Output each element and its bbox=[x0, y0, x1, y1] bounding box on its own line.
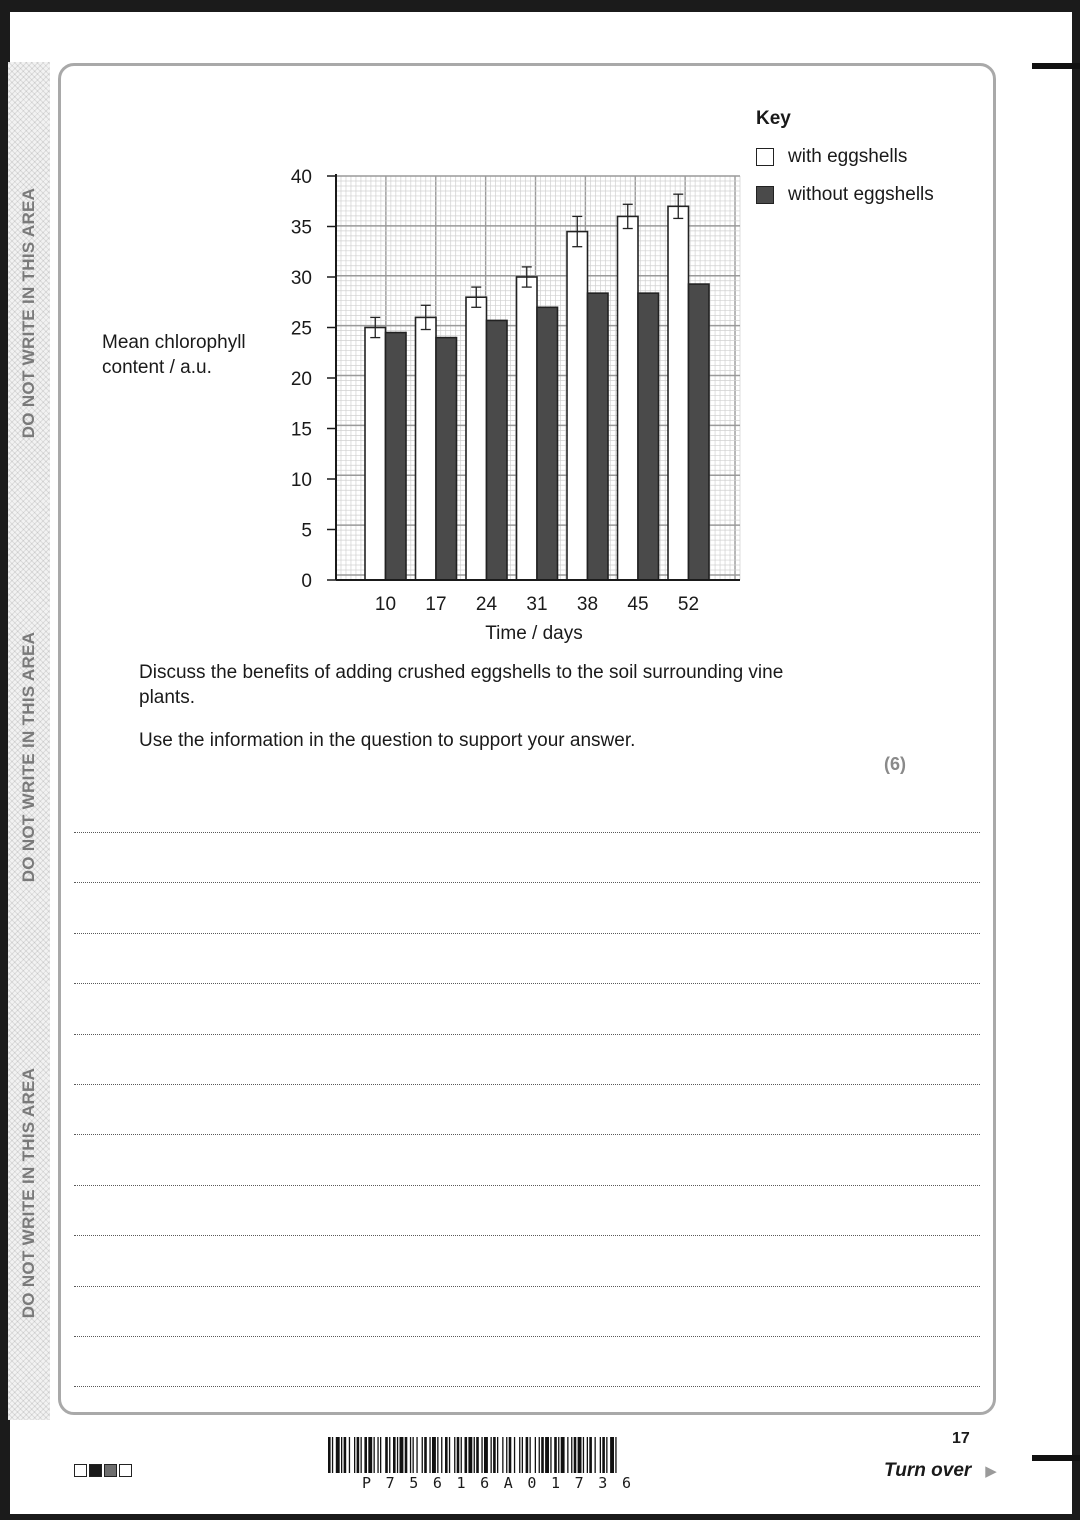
barcode-bar bbox=[457, 1437, 460, 1473]
y-axis-label-line-2: content / a.u. bbox=[102, 357, 212, 378]
key-swatch-white bbox=[756, 148, 774, 166]
bar-without-eggshells bbox=[689, 284, 710, 580]
key-swatch-dark bbox=[756, 186, 774, 204]
barcode-bar bbox=[615, 1437, 616, 1473]
barcode-bar bbox=[484, 1437, 488, 1473]
answer-line[interactable] bbox=[74, 1134, 980, 1135]
bar-with-eggshells bbox=[668, 206, 689, 580]
barcode-bar bbox=[468, 1437, 472, 1473]
barcode-bar bbox=[535, 1437, 536, 1473]
question-paragraph-1: Discuss the benefits of adding crushed eggshells to the soil surrounding vine plants. bbox=[139, 662, 784, 708]
barcode-bar bbox=[530, 1437, 531, 1473]
answer-line[interactable] bbox=[74, 1185, 980, 1186]
x-tick-label: 24 bbox=[475, 594, 498, 615]
barcode-bar bbox=[476, 1437, 479, 1473]
barcode-bar bbox=[336, 1437, 340, 1473]
bar-with-eggshells bbox=[517, 277, 538, 580]
barcode-bar bbox=[526, 1437, 529, 1473]
barcode-bar bbox=[539, 1437, 540, 1473]
barcode-bar bbox=[416, 1437, 417, 1473]
x-tick-label: 38 bbox=[576, 594, 599, 615]
barcode-bar bbox=[410, 1437, 411, 1473]
barcode-bar bbox=[610, 1437, 614, 1473]
answer-line[interactable] bbox=[74, 1386, 980, 1387]
barcode-bar bbox=[567, 1437, 568, 1473]
y-tick-label: 20 bbox=[290, 369, 312, 390]
edge-registration-mark-bottom bbox=[1032, 1455, 1080, 1461]
bar-without-eggshells bbox=[537, 307, 558, 580]
question-paragraph-2: Use the information in the question to support your answer. bbox=[139, 730, 636, 751]
barcode-bar bbox=[328, 1437, 331, 1473]
barcode-bar bbox=[550, 1437, 551, 1473]
barcode-bar bbox=[465, 1437, 468, 1473]
key-label-with-eggshells: with eggshells bbox=[788, 146, 908, 167]
barcode-bar bbox=[368, 1437, 372, 1473]
barcode-bar bbox=[361, 1437, 362, 1473]
barcode-bar bbox=[357, 1437, 360, 1473]
x-axis-title: Time / days bbox=[485, 623, 583, 644]
key-item-with-eggshells bbox=[756, 138, 934, 176]
barcode-bar bbox=[344, 1437, 347, 1473]
x-tick-label: 31 bbox=[526, 594, 548, 615]
bar-without-eggshells bbox=[386, 333, 407, 580]
key-label-without-eggshells: without eggshells bbox=[788, 184, 934, 205]
barcode-bar bbox=[545, 1437, 549, 1473]
barcode-bar bbox=[561, 1437, 565, 1473]
y-tick-label: 25 bbox=[290, 318, 312, 340]
barcode-bar bbox=[502, 1437, 503, 1473]
barcode-bar bbox=[422, 1437, 423, 1473]
answer-line[interactable] bbox=[74, 832, 980, 833]
barcode-bar bbox=[506, 1437, 507, 1473]
barcode-bar bbox=[332, 1437, 333, 1473]
x-tick-label: 17 bbox=[425, 594, 447, 615]
barcode-bar bbox=[397, 1437, 398, 1473]
bar-with-eggshells bbox=[567, 232, 588, 580]
barcode bbox=[322, 1437, 748, 1473]
barcode-bar bbox=[595, 1437, 596, 1473]
bar-without-eggshells bbox=[638, 293, 659, 580]
y-axis-label bbox=[102, 330, 246, 380]
do-not-write-notice-bottom: DO NOT WRITE IN THIS AREA bbox=[19, 1067, 38, 1319]
marks-label: (6) bbox=[884, 754, 906, 774]
barcode-bar bbox=[400, 1437, 404, 1473]
barcode-bar bbox=[385, 1437, 388, 1473]
answer-line[interactable] bbox=[74, 1235, 980, 1236]
barcode-bar bbox=[449, 1437, 450, 1473]
barcode-bar bbox=[578, 1437, 582, 1473]
y-tick-label: 15 bbox=[290, 419, 312, 441]
barcode-bar bbox=[454, 1437, 455, 1473]
right-triangle-icon: ▶ bbox=[985, 1463, 997, 1480]
barcode-bar bbox=[354, 1437, 355, 1473]
y-tick-label: 35 bbox=[290, 217, 312, 239]
bar-chart bbox=[270, 160, 750, 650]
bar-with-eggshells bbox=[618, 216, 639, 580]
x-tick-label: 52 bbox=[677, 594, 700, 615]
y-axis-label-line-1: Mean chlorophyll bbox=[102, 332, 246, 353]
barcode-bar bbox=[497, 1437, 498, 1473]
footer-box-2 bbox=[89, 1464, 102, 1477]
answer-line[interactable] bbox=[74, 1084, 980, 1085]
barcode-bar bbox=[349, 1437, 350, 1473]
footer-box-1 bbox=[74, 1464, 87, 1477]
barcode-bar bbox=[474, 1437, 475, 1473]
barcode-bar bbox=[541, 1437, 544, 1473]
y-tick-label: 30 bbox=[290, 268, 312, 289]
barcode-bar bbox=[589, 1437, 592, 1473]
barcode-bar bbox=[445, 1437, 448, 1473]
answer-line[interactable] bbox=[74, 933, 980, 934]
x-tick-label: 45 bbox=[627, 594, 649, 615]
key-title: Key bbox=[756, 108, 791, 129]
barcode-bar bbox=[587, 1437, 588, 1473]
x-tick-label: 10 bbox=[374, 594, 397, 615]
bar-without-eggshells bbox=[487, 320, 508, 580]
barcode-bar bbox=[441, 1437, 442, 1473]
bar-without-eggshells bbox=[436, 338, 457, 580]
edge-registration-mark-top bbox=[1032, 63, 1080, 69]
bar-with-eggshells bbox=[416, 317, 437, 580]
barcode-bar bbox=[461, 1437, 462, 1473]
bar-without-eggshells bbox=[588, 293, 609, 580]
barcode-bar bbox=[432, 1437, 436, 1473]
y-tick-label: 5 bbox=[301, 520, 312, 542]
question-text bbox=[139, 660, 839, 771]
barcode-bar bbox=[606, 1437, 607, 1473]
barcode-bar bbox=[491, 1437, 492, 1473]
barcode-bar bbox=[481, 1437, 482, 1473]
barcode-bar bbox=[600, 1437, 601, 1473]
barcode-bar bbox=[554, 1437, 557, 1473]
barcode-bar bbox=[602, 1437, 605, 1473]
barcode-bar bbox=[424, 1437, 427, 1473]
barcode-bar bbox=[389, 1437, 390, 1473]
turn-over-text: Turn over bbox=[884, 1460, 972, 1481]
barcode-bar bbox=[583, 1437, 584, 1473]
answer-line[interactable] bbox=[74, 983, 980, 984]
page-number: 17 bbox=[952, 1430, 970, 1447]
chart-key bbox=[756, 108, 934, 214]
barcode-bar bbox=[519, 1437, 520, 1473]
barcode-bar bbox=[341, 1437, 342, 1473]
barcode-bar bbox=[364, 1437, 367, 1473]
footer-box-4 bbox=[119, 1464, 132, 1477]
barcode-bar bbox=[571, 1437, 572, 1473]
bar-with-eggshells bbox=[466, 297, 487, 580]
answer-line[interactable] bbox=[74, 1034, 980, 1035]
barcode-bar bbox=[413, 1437, 414, 1473]
do-not-write-notice-top: DO NOT WRITE IN THIS AREA bbox=[19, 187, 38, 439]
footer-box-indicator bbox=[74, 1464, 134, 1477]
footer-box-3 bbox=[104, 1464, 117, 1477]
barcode-bar bbox=[437, 1437, 438, 1473]
y-tick-label: 40 bbox=[290, 167, 312, 188]
barcode-bar bbox=[574, 1437, 577, 1473]
barcode-text: P75616A01736 bbox=[362, 1474, 646, 1492]
do-not-write-notice-middle: DO NOT WRITE IN THIS AREA bbox=[19, 631, 38, 883]
y-tick-label: 0 bbox=[301, 571, 312, 592]
barcode-bar bbox=[377, 1437, 378, 1473]
turn-over-label bbox=[884, 1460, 997, 1482]
barcode-bar bbox=[405, 1437, 408, 1473]
key-item-without-eggshells bbox=[756, 176, 934, 214]
barcode-bar bbox=[429, 1437, 430, 1473]
barcode-bar bbox=[374, 1437, 375, 1473]
answer-line[interactable] bbox=[74, 1336, 980, 1337]
barcode-bar bbox=[514, 1437, 515, 1473]
answer-line[interactable] bbox=[74, 882, 980, 883]
barcode-bar bbox=[380, 1437, 381, 1473]
barcode-bar bbox=[558, 1437, 559, 1473]
answer-line[interactable] bbox=[74, 1286, 980, 1287]
barcode-bar bbox=[522, 1437, 523, 1473]
barcode-bar bbox=[509, 1437, 512, 1473]
barcode-bar bbox=[493, 1437, 496, 1473]
bar-with-eggshells bbox=[365, 328, 386, 581]
barcode-bar bbox=[393, 1437, 396, 1473]
y-tick-label: 10 bbox=[290, 470, 312, 491]
